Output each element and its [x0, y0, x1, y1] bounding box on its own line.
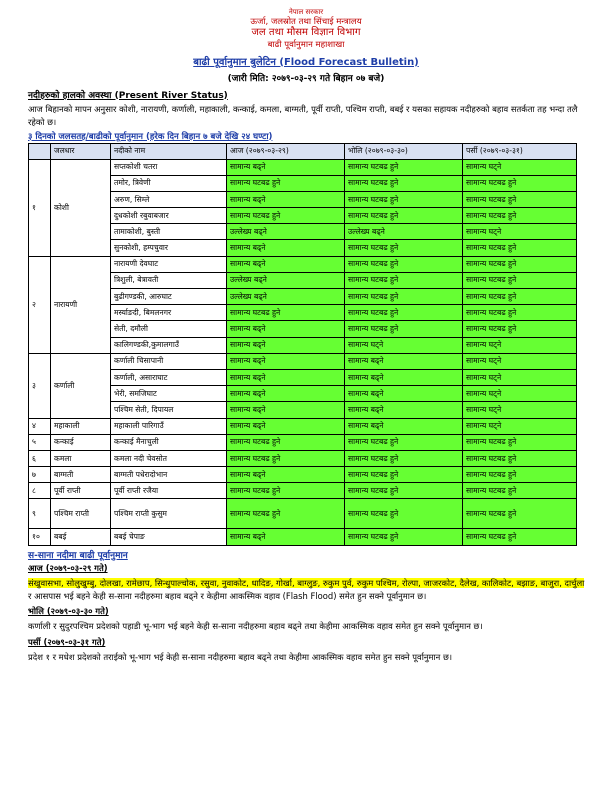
tomorrow-label: भोलि (२०७९-०३-३० गते): [28, 605, 109, 616]
bulletin-title: बाढी पूर्वानुमान बुलेटिन (Flood Forecast Bulletin): [193, 56, 419, 68]
station-name: पश्चिम सेती, दिपायल: [111, 402, 227, 418]
forecast-cell: सामान्य घटबढ हुने: [345, 208, 463, 224]
forecast-cell: सामान्य घट्ने: [463, 369, 577, 385]
table-row: [29, 467, 577, 483]
forecast-cell: सामान्य घटबढ हुने: [345, 240, 463, 256]
forecast-cell: सामान्य घटबढ हुने: [463, 529, 577, 545]
table-row: [29, 175, 577, 191]
forecast-cell: उल्लेख्य बढ्ने: [227, 289, 345, 305]
table-row: [29, 386, 577, 402]
forecast-cell: सामान्य घटबढ हुने: [345, 499, 463, 529]
table-row: [29, 337, 577, 353]
basin-name: कन्काई: [51, 434, 111, 450]
forecast-cell: सामान्य घटबढ हुने: [463, 175, 577, 191]
dayafter-text: प्रदेश १ र मधेश प्रदेशको तराईको भू-भाग भई केही स-साना नदीहरुमा बहाव बढ्ने तथा केहीमा आकस्मिक वहाव समेत हुन सक्ने पूर्वानुमान छ।: [28, 651, 453, 662]
forecast-cell: सामान्य घटबढ हुने: [463, 208, 577, 224]
forecast-cell: सामान्य बढ्ने: [227, 529, 345, 545]
tomorrow-text: कर्णाली र सुदुरपश्चिम प्रदेशको पहाडी भू-भाग भई बहने केही स-साना नदीहरुमा बहाव बढ्ने तथा केहीमा आकस्मिक वहाव समेत हुन सक्ने पूर्वानुमान छ।: [28, 620, 483, 631]
table-row: [29, 159, 577, 175]
station-name: नारायणी देवघाट: [111, 256, 227, 272]
forecast-cell: सामान्य घटबढ हुने: [345, 175, 463, 191]
basin-number: ६: [29, 450, 51, 466]
forecast-cell: सामान्य बढ्ने: [227, 353, 345, 369]
col-header: आज (२०७९-०३-२९): [227, 143, 345, 159]
basin-number: २: [29, 256, 51, 353]
forecast-cell: सामान्य घटबढ हुने: [345, 529, 463, 545]
today-districts: संखुवासभा, सोलुखुम्बु, दोलखा, रामेछाप, सिन्धुपाल्चोक, रसुवा, नुवाकोट, धादिङ, गोर्खा, बाग्लुङ, रुकुम पुर्व, रुकुम पश्चिम, रोल्पा, जाजरकोट, दैलेख, कालिकोट, बझाङ, बाजुरा, दार्चुला: [28, 577, 585, 588]
basin-name: कर्णाली: [51, 353, 111, 418]
col-header: भोलि (२०७९-०३-३०): [345, 143, 463, 159]
forecast-cell: सामान्य बढ्ने: [227, 159, 345, 175]
division-label: बाढी पूर्वानुमान महाशाखा: [267, 39, 345, 50]
table-row: [29, 450, 577, 466]
station-name: बाग्मती पधेरादोभान: [111, 467, 227, 483]
forecast-cell: सामान्य बढ्ने: [227, 240, 345, 256]
table-row: [29, 191, 577, 207]
forecast-cell: सामान्य बढ्ने: [227, 467, 345, 483]
basin-number: १: [29, 159, 51, 256]
col-header: [29, 143, 51, 159]
issued-date: (जारी मिति: २०७९-०३-२९ गते बिहान ०७ बजे): [227, 73, 385, 84]
basin-name: कमला: [51, 450, 111, 466]
forecast-cell: सामान्य घट्ने: [463, 418, 577, 434]
basin-number: ३: [29, 353, 51, 418]
basin-number: ८: [29, 483, 51, 499]
today-text: र आसपास भई बहने केही स-साना नदीहरुमा बहाव बढ्ने र केहीमा आकस्मिक वहाव (Flash Flood) समेत हुन सक्ने पूर्वानुमान छ।: [28, 590, 427, 601]
table-row: [29, 369, 577, 385]
table-row: [29, 499, 577, 529]
basin-number: ७: [29, 467, 51, 483]
forecast-cell: सामान्य बढ्ने: [345, 386, 463, 402]
basin-number: १०: [29, 529, 51, 545]
forecast-cell: सामान्य बढ्ने: [345, 369, 463, 385]
forecast-cell: सामान्य घट्ने: [463, 402, 577, 418]
today-label: आज (२०७९-०३-२९ गते): [28, 562, 108, 573]
table-row: [29, 434, 577, 450]
forecast-cell: सामान्य घटबढ हुने: [227, 305, 345, 321]
station-name: कमला नदी चेवसोत: [111, 450, 227, 466]
basin-name: पश्चिम राप्ती: [51, 499, 111, 529]
station-name: पूर्वी राप्ती रजैया: [111, 483, 227, 499]
forecast-header-row: [29, 143, 577, 159]
table-row: [29, 321, 577, 337]
forecast-cell: सामान्य घट्ने: [463, 224, 577, 240]
station-name: मर्स्याङदी, बिमलनगर: [111, 305, 227, 321]
basin-name: नारायणी: [51, 256, 111, 353]
letterhead: [0, 8, 612, 51]
forecast-cell: सामान्य घटबढ हुने: [345, 191, 463, 207]
forecast-cell: सामान्य बढ्ने: [227, 369, 345, 385]
forecast-cell: सामान्य घट्ने: [463, 159, 577, 175]
basin-name: महाकाली: [51, 418, 111, 434]
forecast-cell: सामान्य घटबढ हुने: [345, 434, 463, 450]
station-name: सप्तकोशी चतरा: [111, 159, 227, 175]
forecast-cell: सामान्य घटबढ हुने: [463, 467, 577, 483]
station-name: महाकाली पारिगाउँ: [111, 418, 227, 434]
forecast-cell: सामान्य घटबढ हुने: [463, 191, 577, 207]
department-label: जल तथा मौसम विज्ञान विभाग: [251, 27, 361, 39]
forecast-cell: सामान्य घटबढ हुने: [463, 289, 577, 305]
table-row: [29, 289, 577, 305]
station-name: सुनकोशी, हम्पचुवार: [111, 240, 227, 256]
basin-number: ९: [29, 499, 51, 529]
forecast-cell: सामान्य बढ्ने: [345, 353, 463, 369]
today-forecast: [28, 577, 590, 603]
forecast-cell: उल्लेख्य बढ्ने: [227, 224, 345, 240]
forecast-cell: सामान्य घटबढ हुने: [345, 289, 463, 305]
forecast-cell: सामान्य घटबढ हुने: [463, 483, 577, 499]
forecast-cell: सामान्य घटबढ हुने: [345, 467, 463, 483]
basin-name: बबई: [51, 529, 111, 545]
forecast-cell: सामान्य घटबढ हुने: [463, 305, 577, 321]
station-name: तामाकोशी, बुस्ती: [111, 224, 227, 240]
station-name: तमोर, त्रिवेणी: [111, 175, 227, 191]
forecast-cell: सामान्य घटबढ हुने: [227, 483, 345, 499]
table-row: [29, 353, 577, 369]
forecast-table: [28, 143, 577, 546]
table-row: [29, 208, 577, 224]
forecast-cell: सामान्य घटबढ हुने: [227, 499, 345, 529]
forecast-cell: सामान्य घटबढ हुने: [345, 321, 463, 337]
col-header: जलधार: [51, 143, 111, 159]
forecast-cell: सामान्य बढ्ने: [227, 191, 345, 207]
forecast-cell: सामान्य घटबढ हुने: [463, 450, 577, 466]
station-name: दुधकोशी रबुवाबजार: [111, 208, 227, 224]
forecast-cell: सामान्य घट्ने: [463, 386, 577, 402]
forecast-cell: सामान्य घटबढ हुने: [463, 434, 577, 450]
table-row: [29, 418, 577, 434]
table-row: [29, 305, 577, 321]
station-name: पश्चिम राप्ती कुसुम: [111, 499, 227, 529]
station-name: कर्णाली चिसापानी: [111, 353, 227, 369]
forecast-cell: उल्लेख्य बढ्ने: [227, 272, 345, 288]
table-row: [29, 272, 577, 288]
col-header: नदीको नाम: [111, 143, 227, 159]
forecast-cell: सामान्य घटबढ हुने: [463, 240, 577, 256]
station-name: सेती, दमौली: [111, 321, 227, 337]
station-name: बुढीगण्डकी, आरुघाट: [111, 289, 227, 305]
forecast-cell: सामान्य घटबढ हुने: [463, 321, 577, 337]
forecast-cell: सामान्य घटबढ हुने: [227, 434, 345, 450]
forecast-cell: सामान्य बढ्ने: [227, 321, 345, 337]
col-header: पर्सी (२०७९-०३-३१): [463, 143, 577, 159]
forecast-cell: सामान्य बढ्ने: [345, 418, 463, 434]
station-name: बबई चेपाङ: [111, 529, 227, 545]
present-status-text: आज बिहानको मापन अनुसार कोशी, नारायणी, कर्णाली, महाकाली, कन्काई, कमला, बाग्मती, पूर्वी राप्ती, पश्चिम राप्ती, बबई र यसका सहायक नदीहरुको बहाव सतर्कता तह भन्दा तलै रहेको छ।: [28, 103, 578, 127]
forecast-cell: सामान्य बढ्ने: [227, 337, 345, 353]
forecast-cell: सामान्य घट्ने: [463, 337, 577, 353]
station-name: कर्णाली, असाराघाट: [111, 369, 227, 385]
forecast-cell: सामान्य घटबढ हुने: [227, 450, 345, 466]
forecast-cell: सामान्य घटबढ हुने: [227, 208, 345, 224]
forecast-cell: सामान्य घटबढ हुने: [227, 175, 345, 191]
forecast-cell: सामान्य बढ्ने: [227, 386, 345, 402]
basin-name: पूर्वी राप्ती: [51, 483, 111, 499]
forecast-cell: सामान्य बढ्ने: [227, 256, 345, 272]
forecast-cell: सामान्य बढ्ने: [227, 418, 345, 434]
table-row: [29, 224, 577, 240]
station-name: कालिगण्डकी,कुमालगाउँ: [111, 337, 227, 353]
present-status-heading: नदीहरुको हालको अवस्था (Present River Status): [28, 90, 228, 101]
forecast-cell: सामान्य घटबढ हुने: [345, 256, 463, 272]
forecast-cell: सामान्य बढ्ने: [345, 402, 463, 418]
table-row: [29, 402, 577, 418]
basin-number: ४: [29, 418, 51, 434]
ministry-label: ऊर्जा, जलस्रोत तथा सिंचाई मन्त्रालय: [250, 16, 362, 27]
forecast-cell: सामान्य बढ्ने: [227, 402, 345, 418]
forecast-cell: सामान्य घटबढ हुने: [345, 159, 463, 175]
basin-name: बाग्मती: [51, 467, 111, 483]
forecast-cell: सामान्य घटबढ हुने: [345, 450, 463, 466]
forecast-cell: सामान्य घट्ने: [463, 353, 577, 369]
table-row: [29, 483, 577, 499]
station-name: अरुण, सिम्ले: [111, 191, 227, 207]
basin-number: ५: [29, 434, 51, 450]
forecast-cell: उल्लेख्य बढ्ने: [345, 224, 463, 240]
gov-label: नेपाल सरकार: [288, 8, 324, 16]
forecast-heading: ३ दिनको जलसतह/बाढीको पूर्वानुमान (हरेक दिन बिहान ७ बजे देखि २४ घण्टा): [28, 131, 273, 142]
table-row: [29, 256, 577, 272]
forecast-cell: सामान्य घटबढ हुने: [345, 483, 463, 499]
forecast-cell: सामान्य घटबढ हुने: [463, 256, 577, 272]
forecast-cell: सामान्य घट्ने: [345, 337, 463, 353]
dayafter-label: पर्सी (२०७९-०३-३१ गते): [28, 636, 106, 647]
forecast-cell: सामान्य घटबढ हुने: [463, 272, 577, 288]
forecast-body: [29, 159, 577, 545]
forecast-cell: सामान्य घटबढ हुने: [345, 305, 463, 321]
forecast-cell: सामान्य घटबढ हुने: [463, 499, 577, 529]
station-name: भेरी, समजिघाट: [111, 386, 227, 402]
table-row: [29, 529, 577, 545]
basin-name: कोशी: [51, 159, 111, 256]
small-rivers-heading: स-साना नदीमा बाढी पूर्वानुमान: [28, 550, 128, 561]
station-name: त्रिशुली, बेत्रावती: [111, 272, 227, 288]
forecast-cell: सामान्य घटबढ हुने: [345, 272, 463, 288]
station-name: कन्काई मैनाचुली: [111, 434, 227, 450]
table-row: [29, 240, 577, 256]
